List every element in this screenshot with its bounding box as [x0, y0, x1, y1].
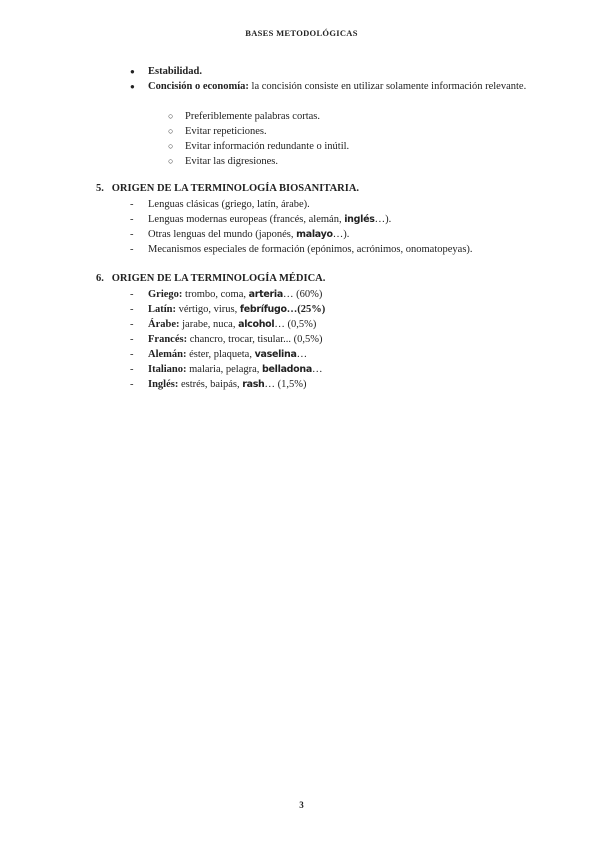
- list-item-bold: rash: [242, 379, 265, 390]
- sub-item-text: Evitar las digresiones.: [185, 156, 279, 167]
- list-item-suffix: … (1,5%): [264, 379, 307, 390]
- circle-bullet-icon: ○: [168, 126, 174, 136]
- dash-bullet: -: [130, 244, 134, 255]
- list-item-bold: malayo: [296, 229, 333, 240]
- bullet-dot-icon: ●: [130, 82, 135, 91]
- list-item-text: Mecanismos especiales de formación (epónimos, acrónimos, onomatopeyas).: [148, 244, 473, 255]
- circle-bullet-icon: ○: [168, 111, 174, 121]
- list-item-text: vértigo, virus,: [176, 304, 240, 315]
- section-6-title: 6. ORIGEN DE LA TERMINOLOGÍA MÉDICA.: [96, 273, 326, 284]
- concision-label: Concisión o economía:: [148, 81, 249, 92]
- list-item-text: Otras lenguas del mundo (japonés,: [148, 229, 297, 240]
- circle-bullet-icon: ○: [168, 156, 174, 166]
- language-label: Inglés:: [148, 379, 179, 390]
- list-item-bold: belladona: [262, 364, 312, 375]
- dash-bullet: -: [130, 199, 134, 210]
- circle-bullet-icon: ○: [168, 141, 174, 151]
- estabilidad-label: Estabilidad.: [148, 66, 202, 77]
- list-item-text: chancro, trocar, tisular... (0,5%): [187, 334, 323, 345]
- list-item-suffix: … (60%): [282, 289, 323, 300]
- page-header: BASES METODOLÓGICAS: [245, 28, 358, 38]
- list-item-suffix: …: [296, 349, 308, 360]
- list-item-text: éster, plaqueta,: [186, 349, 255, 360]
- language-label: Griego:: [148, 289, 183, 300]
- list-item-text: malaria, pelagra,: [186, 364, 263, 375]
- dash-bullet: -: [130, 334, 134, 345]
- dash-bullet: -: [130, 364, 134, 375]
- list-item-suffix: …: [311, 364, 323, 375]
- list-item-text: jarabe, nuca,: [179, 319, 239, 330]
- language-label: Francés:: [148, 334, 188, 345]
- dash-bullet: -: [130, 214, 134, 225]
- list-item-suffix: … (0,5%): [274, 319, 317, 330]
- list-item-text: Lenguas clásicas (griego, latín, árabe).: [148, 199, 310, 210]
- language-label: Árabe:: [148, 319, 180, 330]
- list-item-text: trombo, coma,: [182, 289, 249, 300]
- list-item-suffix: …).: [332, 229, 350, 240]
- dash-bullet: -: [130, 229, 134, 240]
- list-item-text: estrés, baipás,: [178, 379, 243, 390]
- section-5-title: 5. ORIGEN DE LA TERMINOLOGÍA BIOSANITARIA.: [96, 183, 360, 194]
- dash-bullet: -: [130, 319, 134, 330]
- sub-item-text: Evitar información redundante o inútil.: [185, 141, 350, 152]
- list-item-bold: vaselina: [254, 349, 297, 360]
- list-item-bold: febrífugo: [239, 304, 287, 315]
- language-label: Latín:: [148, 304, 177, 315]
- sub-item-text: Evitar repeticiones.: [185, 126, 267, 137]
- bullet-concision: [148, 80, 530, 94]
- concision-text: la concisión consiste en utilizar solamente información relevante.: [251, 81, 527, 92]
- list-item-bold: arteria: [248, 289, 283, 300]
- bullet-dot-icon: ●: [130, 67, 135, 76]
- list-item-suffix: …(25%): [286, 304, 326, 315]
- dash-bullet: -: [130, 379, 134, 390]
- dash-bullet: -: [130, 289, 134, 300]
- dash-bullet: -: [130, 349, 134, 360]
- sub-item-text: Preferiblemente palabras cortas.: [185, 111, 320, 122]
- language-label: Italiano:: [148, 364, 187, 375]
- list-item-bold: alcohol: [238, 319, 275, 330]
- page-number: 3: [299, 800, 304, 810]
- language-label: Alemán:: [148, 349, 187, 360]
- list-item-bold: inglés: [344, 214, 375, 225]
- list-item-text: Lenguas modernas europeas (francés, alemán,: [148, 214, 345, 225]
- list-item-suffix: …).: [374, 214, 392, 225]
- dash-bullet: -: [130, 304, 134, 315]
